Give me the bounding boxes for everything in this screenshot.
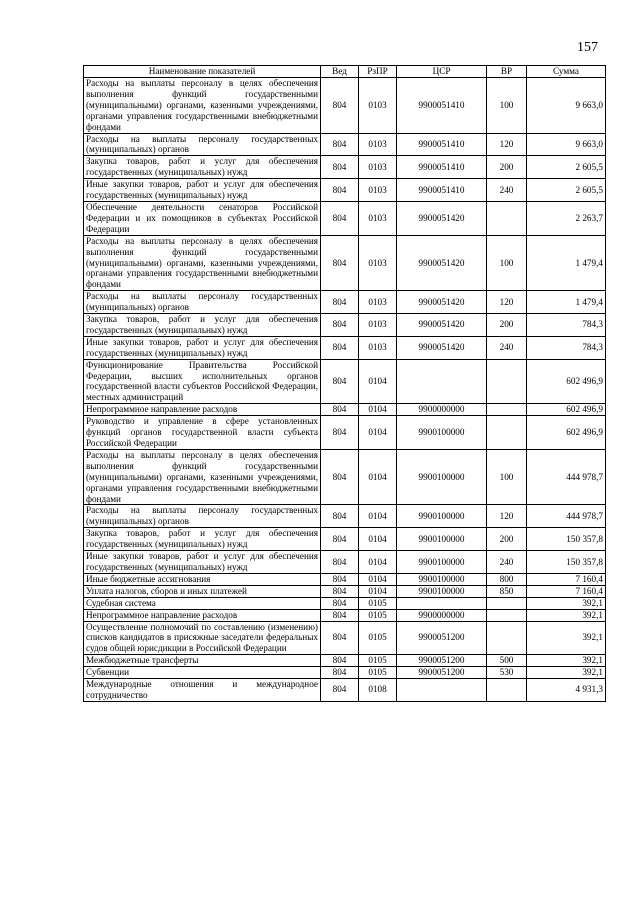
cell-vr <box>487 201 527 235</box>
cell-vr: 240 <box>487 551 527 574</box>
cell-csr: 9900051420 <box>397 291 487 314</box>
cell-sum: 2 605,5 <box>527 156 606 179</box>
cell-name: Иные закупки товаров, работ и услуг для обеспечения государственных (муниципальных) нужд <box>84 336 321 359</box>
cell-ved: 804 <box>321 179 359 202</box>
cell-sum: 392,1 <box>527 609 606 621</box>
cell-name: Иные закупки товаров, работ и услуг для обеспечения государственных (муниципальных) нужд <box>84 551 321 574</box>
cell-rzpr: 0105 <box>359 655 397 667</box>
cell-vr <box>487 416 527 450</box>
cell-sum: 2 263,7 <box>527 201 606 235</box>
cell-ved: 804 <box>321 667 359 679</box>
cell-csr: 9900051420 <box>397 336 487 359</box>
cell-name: Межбюджетные трансферты <box>84 655 321 667</box>
cell-sum: 784,3 <box>527 314 606 337</box>
cell-vr <box>487 597 527 609</box>
cell-sum: 784,3 <box>527 336 606 359</box>
cell-vr: 240 <box>487 179 527 202</box>
header-vr: ВР <box>487 66 527 78</box>
cell-ved: 804 <box>321 235 359 291</box>
cell-ved: 804 <box>321 679 359 702</box>
cell-ved: 804 <box>321 597 359 609</box>
cell-ved: 804 <box>321 585 359 597</box>
cell-csr: 9900100000 <box>397 416 487 450</box>
cell-ved: 804 <box>321 655 359 667</box>
cell-sum: 9 663,0 <box>527 133 606 156</box>
cell-name: Субвенции <box>84 667 321 679</box>
table-row <box>84 133 606 156</box>
table-row <box>84 528 606 551</box>
cell-name: Непрограммное направление расходов <box>84 609 321 621</box>
budget-table <box>83 65 606 702</box>
cell-name: Осуществление полномочий по составлению (изменению) списков кандидатов в присяжные заседатели федеральных судов общей юрисдикции в Российской Федерации <box>84 621 321 655</box>
table-row <box>84 404 606 416</box>
cell-rzpr: 0104 <box>359 551 397 574</box>
cell-rzpr: 0104 <box>359 404 397 416</box>
cell-vr <box>487 609 527 621</box>
cell-name: Расходы на выплаты персоналу государственных (муниципальных) органов <box>84 133 321 156</box>
cell-rzpr: 0104 <box>359 416 397 450</box>
cell-vr: 200 <box>487 156 527 179</box>
cell-sum: 392,1 <box>527 597 606 609</box>
table-row <box>84 416 606 450</box>
cell-ved: 804 <box>321 449 359 505</box>
cell-csr: 9900100000 <box>397 573 487 585</box>
cell-csr <box>397 597 487 609</box>
cell-ved: 804 <box>321 201 359 235</box>
cell-sum: 1 479,4 <box>527 235 606 291</box>
cell-vr: 200 <box>487 528 527 551</box>
cell-rzpr: 0103 <box>359 291 397 314</box>
table-row <box>84 359 606 404</box>
table-row <box>84 679 606 702</box>
table-row <box>84 235 606 291</box>
cell-rzpr: 0104 <box>359 528 397 551</box>
cell-rzpr: 0104 <box>359 573 397 585</box>
cell-csr: 9900100000 <box>397 505 487 528</box>
cell-name: Непрограммное направление расходов <box>84 404 321 416</box>
table-row <box>84 667 606 679</box>
cell-name: Расходы на выплаты персоналу государственных (муниципальных) органов <box>84 291 321 314</box>
cell-ved: 804 <box>321 291 359 314</box>
table-row <box>84 78 606 134</box>
cell-sum: 444 978,7 <box>527 505 606 528</box>
cell-rzpr: 0103 <box>359 235 397 291</box>
table-row <box>84 201 606 235</box>
cell-csr: 9900000000 <box>397 609 487 621</box>
cell-sum: 150 357,8 <box>527 528 606 551</box>
cell-csr <box>397 679 487 702</box>
cell-vr <box>487 621 527 655</box>
cell-ved: 804 <box>321 505 359 528</box>
table-row <box>84 156 606 179</box>
cell-name: Закупка товаров, работ и услуг для обеспечения государственных (муниципальных) нужд <box>84 156 321 179</box>
cell-rzpr: 0105 <box>359 667 397 679</box>
cell-csr <box>397 359 487 404</box>
cell-vr: 120 <box>487 133 527 156</box>
cell-name: Обеспечение деятельности сенаторов Российской Федерации и их помощников в субъектах Российской Федерации <box>84 201 321 235</box>
cell-name: Закупка товаров, работ и услуг для обеспечения государственных (муниципальных) нужд <box>84 528 321 551</box>
cell-name: Руководство и управление в сфере установленных функций органов государственной власти субъекта Российской Федерации <box>84 416 321 450</box>
cell-rzpr: 0105 <box>359 609 397 621</box>
cell-vr: 530 <box>487 667 527 679</box>
header-csr: ЦСР <box>397 66 487 78</box>
cell-rzpr: 0103 <box>359 156 397 179</box>
cell-ved: 804 <box>321 551 359 574</box>
cell-csr: 9900000000 <box>397 404 487 416</box>
cell-ved: 804 <box>321 314 359 337</box>
cell-rzpr: 0104 <box>359 585 397 597</box>
cell-csr: 9900051200 <box>397 655 487 667</box>
cell-rzpr: 0103 <box>359 314 397 337</box>
cell-ved: 804 <box>321 78 359 134</box>
cell-csr: 9900100000 <box>397 528 487 551</box>
cell-ved: 804 <box>321 416 359 450</box>
cell-rzpr: 0104 <box>359 359 397 404</box>
cell-name: Уплата налогов, сборов и иных платежей <box>84 585 321 597</box>
cell-csr: 9900051200 <box>397 621 487 655</box>
cell-rzpr: 0108 <box>359 679 397 702</box>
cell-sum: 392,1 <box>527 621 606 655</box>
cell-name: Расходы на выплаты персоналу государственных (муниципальных) органов <box>84 505 321 528</box>
cell-rzpr: 0104 <box>359 505 397 528</box>
cell-sum: 444 978,7 <box>527 449 606 505</box>
cell-rzpr: 0105 <box>359 597 397 609</box>
cell-vr: 500 <box>487 655 527 667</box>
cell-name: Расходы на выплаты персоналу в целях обеспечения выполнения функций государственными (муниципальными) органами, казенными учреждениями, органами управления государственными внебюджетными фондами <box>84 78 321 134</box>
cell-vr <box>487 679 527 702</box>
table-row <box>84 551 606 574</box>
cell-csr: 9900051410 <box>397 133 487 156</box>
cell-sum: 4 931,3 <box>527 679 606 702</box>
cell-sum: 392,1 <box>527 655 606 667</box>
cell-sum: 602 496,9 <box>527 416 606 450</box>
cell-csr: 9900051420 <box>397 314 487 337</box>
cell-name: Функционирование Правительства Российской Федерации, высших исполнительных органов государственной власти субъектов Российской Федерации, местных администраций <box>84 359 321 404</box>
cell-vr: 800 <box>487 573 527 585</box>
cell-vr: 100 <box>487 235 527 291</box>
page-number: 157 <box>577 40 598 55</box>
cell-csr: 9900051410 <box>397 156 487 179</box>
header-name: Наименование показателей <box>84 66 321 78</box>
cell-ved: 804 <box>321 336 359 359</box>
table-row <box>84 573 606 585</box>
cell-vr: 200 <box>487 314 527 337</box>
cell-sum: 602 496,9 <box>527 404 606 416</box>
cell-rzpr: 0104 <box>359 449 397 505</box>
cell-rzpr: 0103 <box>359 133 397 156</box>
table-row <box>84 597 606 609</box>
cell-name: Иные бюджетные ассигнования <box>84 573 321 585</box>
cell-name: Иные закупки товаров, работ и услуг для обеспечения государственных (муниципальных) нужд <box>84 179 321 202</box>
cell-rzpr: 0105 <box>359 621 397 655</box>
cell-csr: 9900051410 <box>397 179 487 202</box>
table-row <box>84 336 606 359</box>
cell-csr: 9900051420 <box>397 201 487 235</box>
cell-csr: 9900100000 <box>397 551 487 574</box>
table-row <box>84 505 606 528</box>
cell-sum: 2 605,5 <box>527 179 606 202</box>
cell-csr: 9900051410 <box>397 78 487 134</box>
cell-name: Международные отношения и международное сотрудничество <box>84 679 321 702</box>
cell-vr <box>487 404 527 416</box>
table-row <box>84 609 606 621</box>
cell-ved: 804 <box>321 528 359 551</box>
cell-sum: 1 479,4 <box>527 291 606 314</box>
cell-csr: 9900100000 <box>397 585 487 597</box>
cell-csr: 9900051420 <box>397 235 487 291</box>
header-sum: Сумма <box>527 66 606 78</box>
cell-csr: 9900051200 <box>397 667 487 679</box>
cell-ved: 804 <box>321 573 359 585</box>
cell-sum: 7 160,4 <box>527 573 606 585</box>
cell-name: Расходы на выплаты персоналу в целях обеспечения выполнения функций государственными (муниципальными) органами, казенными учреждениями, органами управления государственными внебюджетными фондами <box>84 449 321 505</box>
cell-sum: 602 496,9 <box>527 359 606 404</box>
cell-rzpr: 0103 <box>359 78 397 134</box>
table-row <box>84 585 606 597</box>
cell-rzpr: 0103 <box>359 201 397 235</box>
cell-rzpr: 0103 <box>359 179 397 202</box>
cell-name: Расходы на выплаты персоналу в целях обеспечения выполнения функций государственными (муниципальными) органами, казенными учреждениями, органами управления государственными внебюджетными фондами <box>84 235 321 291</box>
header-ved: Вед <box>321 66 359 78</box>
table-header-row <box>84 66 606 78</box>
header-rzpr: РзПР <box>359 66 397 78</box>
cell-vr: 100 <box>487 78 527 134</box>
cell-vr <box>487 359 527 404</box>
cell-name: Закупка товаров, работ и услуг для обеспечения государственных (муниципальных) нужд <box>84 314 321 337</box>
table-row <box>84 449 606 505</box>
cell-ved: 804 <box>321 609 359 621</box>
cell-sum: 7 160,4 <box>527 585 606 597</box>
cell-ved: 804 <box>321 156 359 179</box>
table-row <box>84 291 606 314</box>
cell-rzpr: 0103 <box>359 336 397 359</box>
table-row <box>84 655 606 667</box>
cell-vr: 100 <box>487 449 527 505</box>
cell-sum: 9 663,0 <box>527 78 606 134</box>
cell-ved: 804 <box>321 133 359 156</box>
cell-vr: 240 <box>487 336 527 359</box>
cell-ved: 804 <box>321 621 359 655</box>
cell-vr: 120 <box>487 505 527 528</box>
table-row <box>84 179 606 202</box>
cell-sum: 392,1 <box>527 667 606 679</box>
table-row <box>84 621 606 655</box>
cell-vr: 850 <box>487 585 527 597</box>
cell-vr: 120 <box>487 291 527 314</box>
cell-csr: 9900100000 <box>397 449 487 505</box>
table-row <box>84 314 606 337</box>
cell-sum: 150 357,8 <box>527 551 606 574</box>
cell-name: Судебная система <box>84 597 321 609</box>
cell-ved: 804 <box>321 359 359 404</box>
cell-ved: 804 <box>321 404 359 416</box>
